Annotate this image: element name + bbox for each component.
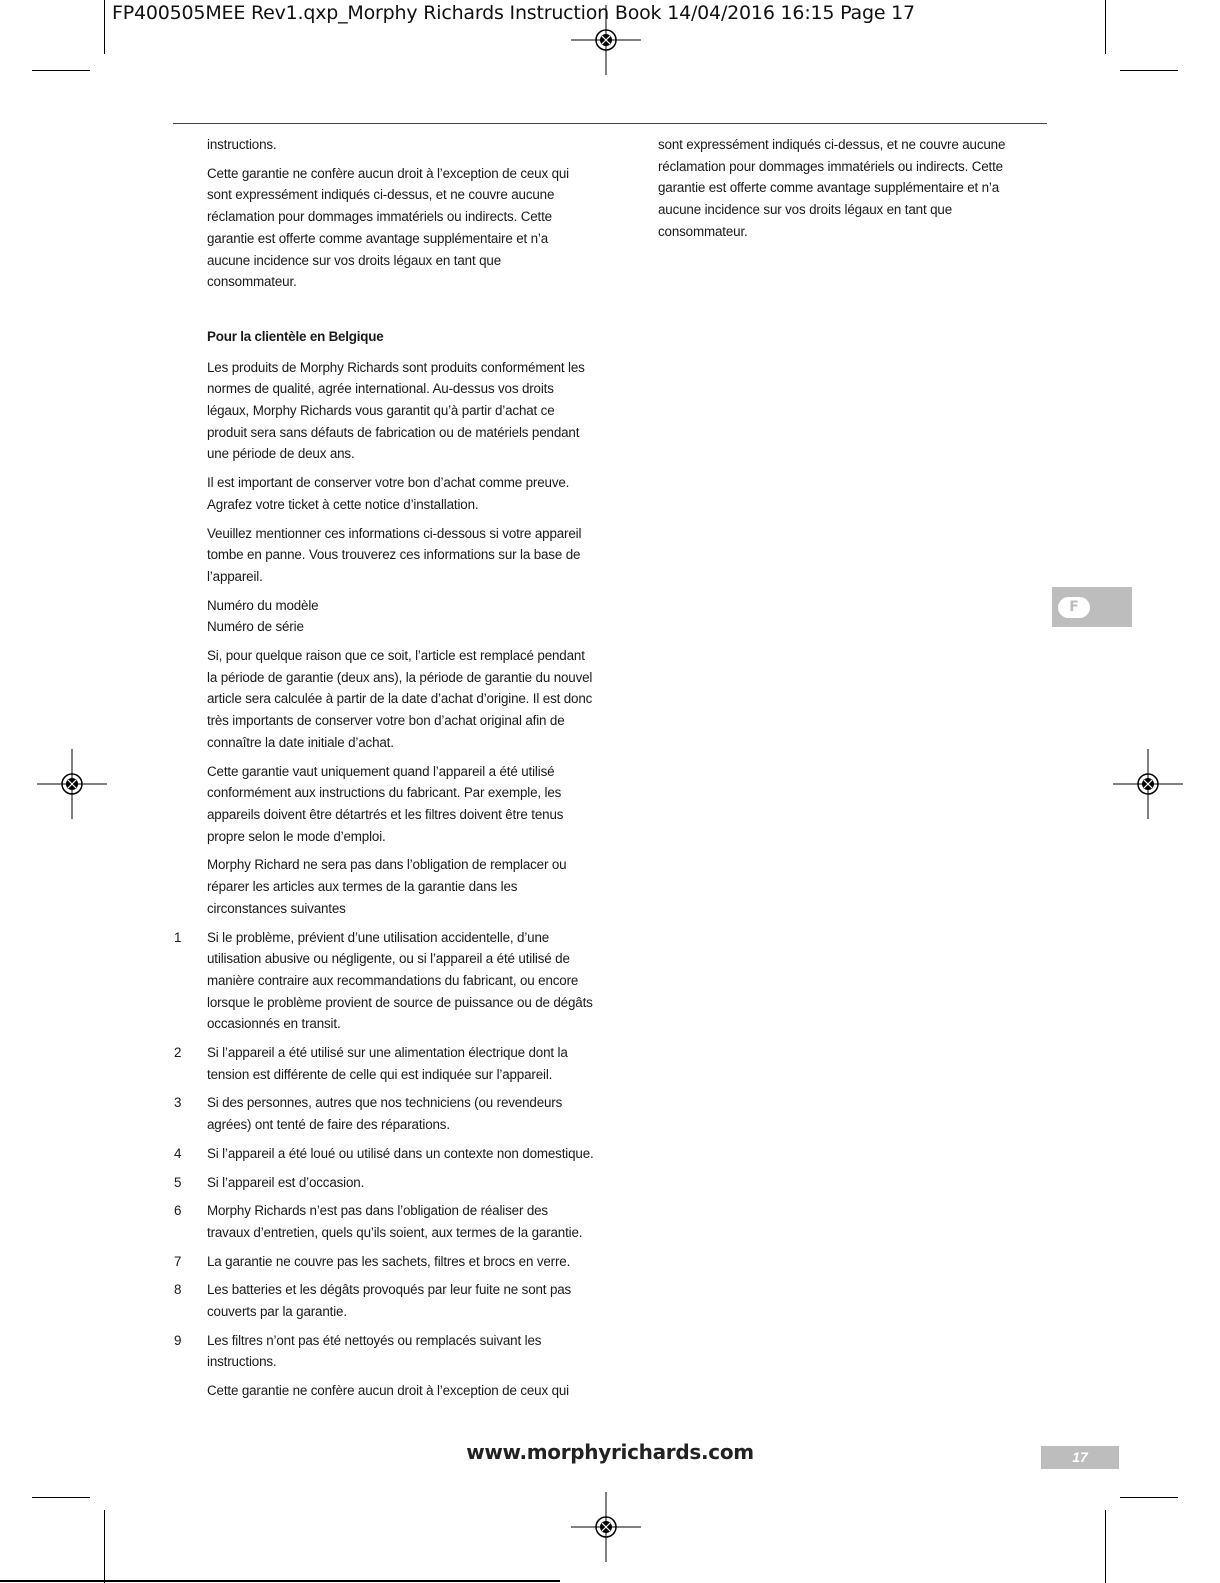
list-item [174,1251,594,1273]
list-item [174,1092,594,1135]
registration-mark-bottom-icon [571,1492,641,1562]
crop-mark-bottom-left-v [104,1510,105,1583]
crop-mark-top-right-h [1120,70,1178,71]
crop-mark-top-left-h [32,70,90,71]
list-item-number: 1 [174,929,182,945]
paragraph-receipt: Il est important de conserver votre bon d’achat comme preuve. Agrafez votre ticket à cette notice d’installation. [207,475,570,512]
list-item-number: 6 [174,1203,182,1219]
top-fragment: instructions. [207,137,277,152]
model-number-label: Numéro du modèle [207,597,319,613]
list-item-text: Les filtres n’ont pas été nettoyés ou remplacés suivant les instructions. [207,1332,542,1370]
list-item-text: Les batteries et les dégâts provoqués par leur fuite ne sont pas couverts par la garantie. [207,1282,572,1320]
list-item [174,1143,594,1165]
list-item-number: 8 [174,1282,182,1298]
paragraph-info: Veuillez mentionner ces informations ci-dessous si votre appareil tombe en panne. Vous trouverez ces informations sur la base de l’appareil. [207,525,582,584]
list-item-number: 9 [174,1332,182,1348]
left-column [174,134,594,1409]
list-item [174,1279,594,1322]
list-item-text: Si le problème, prévient d’une utilisation accidentelle, d’une utilisation abusive ou négligente, ou si l’appareil a été utilisé de manière contraire aux recommandations du fabricant, ou encore lorsque le problème provient de source de puissance ou de dégâts occasionnés en transit. [207,929,593,1032]
disclaimer-paragraph-start: Cette garantie ne confère aucun droit à l’exception de ceux qui [207,1383,570,1399]
list-item [174,1200,594,1243]
crop-mark-bottom-right-v [1105,1510,1106,1583]
exclusions-list [174,927,594,1374]
list-item [174,1042,594,1085]
list-item [174,1330,594,1373]
crop-mark-top-right-v [1105,0,1106,54]
model-serial-block [207,595,594,638]
header-rule [173,123,1047,124]
paragraph-exclusions-intro: Morphy Richard ne sera pas dans l’obligation de remplacer ou réparer les articles aux termes de la garantie dans les circonstances suivantes [207,857,567,916]
list-item-number: 3 [174,1095,182,1111]
right-column [658,134,1028,250]
disclaimer-continuation: sont expressément indiqués ci-dessus, et ne couvre aucune réclamation pour dommages immatériels ou indirects. Cette garantie est offerte comme avantage supplémentaire et n’a aucune incidence sur vos droits légaux en tant que consommateur. [658,137,1006,239]
crop-mark-bottom-right-h [1120,1497,1178,1498]
list-item-number: 5 [174,1174,182,1190]
page-number: 17 [1041,1446,1119,1469]
language-badge: F [1058,597,1090,618]
paragraph-replacement: Si, pour quelque raison que ce soit, l’article est remplacé pendant la période de garantie (deux ans), la période de garantie du nouvel article sera calculée à partir de la date d’achat d’origine. Il est donc très importants de conserver votre bon d’achat original afin de connaître la date initiale d’achat. [207,648,593,750]
list-item-number: 7 [174,1253,182,1269]
crop-mark-top-left-v [104,0,105,54]
registration-mark-left-icon [37,749,107,819]
list-item-text: Si l’appareil a été utilisé sur une alimentation électrique dont la tension est différente de celle qui est indiquée sur l’appareil. [207,1045,568,1082]
list-item-text: Si l’appareil est d’occasion. [207,1174,365,1190]
list-item-number: 4 [174,1145,182,1161]
bottom-edge-line [0,1580,560,1582]
list-item-text: La garantie ne couvre pas les sachets, filtres et brocs en verre. [207,1253,571,1269]
print-slug: FP400505MEE Rev1.qxp_Morphy Richards Instruction Book 14/04/2016 16:15 Page 17 [112,2,915,24]
list-item-text: Morphy Richards n’est pas dans l’obligation de réaliser des travaux d’entretien, quels qu’ils soient, aux termes de la garantie. [207,1203,583,1240]
list-item-number: 2 [174,1045,182,1061]
disclaimer-paragraph: Cette garantie ne confère aucun droit à l’exception de ceux qui sont expressément indiqués ci-dessus, et ne couvre aucune réclamation pour dommages immatériels ou indirects. Cette garantie est offerte comme avantage supplémentaire et n’a aucune incidence sur vos droits légaux en tant que consommateur. [207,165,570,290]
paragraph-quality: Les produits de Morphy Richards sont produits conformément les normes de qualité, agrée international. Au-dessus vos droits légaux, Morphy Richards vous garantit qu’à partir d’achat ce produit sera sans défauts de fabrication ou de matériels pendant une période de deux ans. [207,359,585,462]
serial-number-label: Numéro de série [207,619,304,635]
list-item [174,1172,594,1194]
section-heading-belgique: Pour la clientèle en Belgique [207,328,384,344]
registration-mark-right-icon [1113,749,1183,819]
list-item-text: Si des personnes, autres que nos techniciens (ou revendeurs agrées) ont tenté de faire des réparations. [207,1095,563,1133]
list-item-text: Si l’appareil a été loué ou utilisé dans un contexte non domestique. [207,1145,594,1161]
website-url: www.morphyrichards.com [466,1440,754,1464]
registration-mark-top-icon [571,5,641,75]
crop-mark-bottom-left-h [32,1497,90,1498]
list-item [174,927,594,1036]
paragraph-usage: Cette garantie vaut uniquement quand l’appareil a été utilisé conformément aux instructions du fabricant. Par exemple, les appareils doivent être détartrés et les filtres doivent être tenus propre selon le mode d’emploi. [207,763,564,844]
